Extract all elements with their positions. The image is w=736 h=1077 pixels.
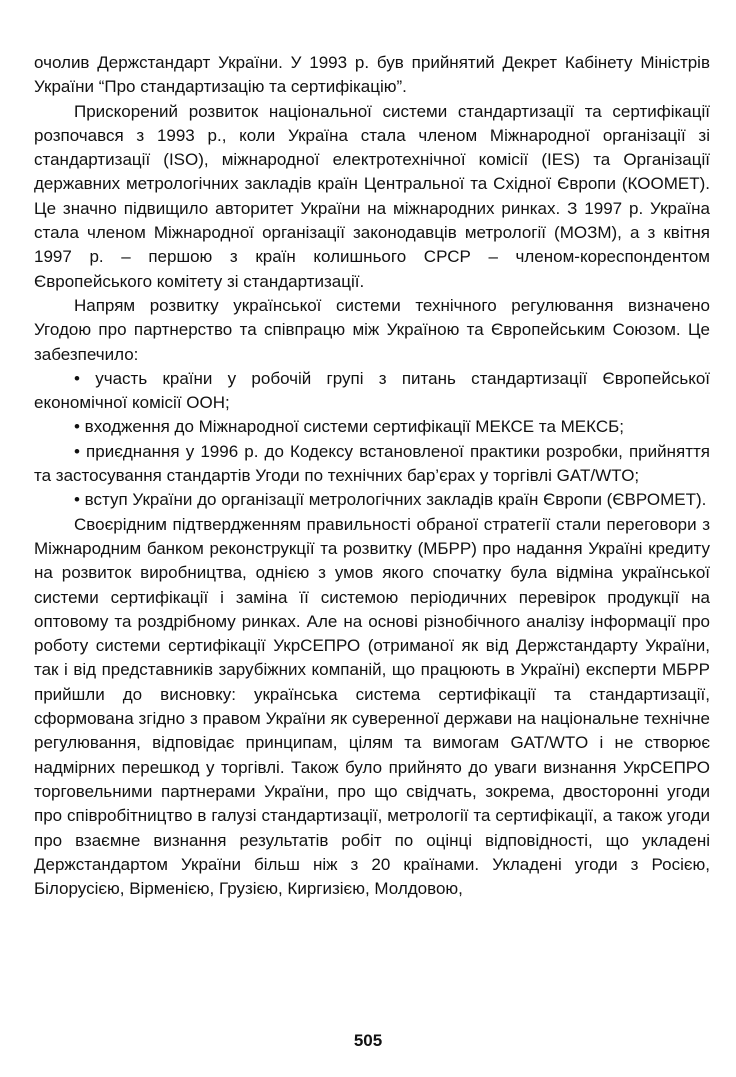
- page-number: 505: [353, 1031, 383, 1050]
- paragraph-continuation: очолив Держстандарт України. У 1993 р. був прийнятий Декрет Кабінету Міністрів України “Про стандартизацію та сертифікацію”.: [34, 53, 710, 97]
- paragraph-standardization-development: Прискорений розвиток національної системи стандартизації та сертифікації розпочався з 1993 р., коли Україна стала членом Міжнародної організації зі стандартизації (ISO), міжнародної електротехнічної комісії (IES) та Організації державних метрологічних закладів країн Центральної та Східної Європи (КООМЕТ). Це значно підвищило авторитет України на міжнародних ринках. З 1997 р. Україна стала членом Міжнародної організації законодавців метрології (МОЗМ), а з квітня 1997 р. – першою з країн колишнього СРСР – членом-кореспондентом Європейського комітету зі стандартизації.: [34, 101, 710, 291]
- page-body: [34, 51, 710, 901]
- bullet-item: • вступ України до організації метрологічних закладів країн Європи (ЄВРОМЕТ).: [74, 490, 707, 510]
- bullet-item: • участь країни у робочій групі з питань стандартизації Європейської економічної комісії ООН;: [34, 368, 710, 413]
- bullet-item: • входження до Міжнародної системи сертифікації МЕКСЕ та МЕКСБ;: [74, 417, 624, 437]
- bullet-item: • приєднання у 1996 р. до Кодексу встановленої практики розробки, прийняття та застосування стандартів Угоди по технічних бар’єрах у торгівлі GAT/WTO;: [34, 441, 710, 486]
- paragraph-eu-agreement: Напрям розвитку української системи технічного регулювання визначено Угодою про партнерство та співпрацю між Україною та Європейським Союзом. Це забезпечило:: [34, 295, 710, 364]
- paragraph-ibrd-negotiations: Своєрідним підтвердженням правильності обраної стратегії стали переговори з Міжнародним банком реконструкції та розвитку (МБРР) про надання Україні кредиту на розвиток виробництва, однією з умов якого спочатку була відміна української системи сертифікації і заміна її системою періодичних перевірок продукції на оптовому та роздрібному ринках. Але на основі різнобічного аналізу інформації про роботу системи сертифікації УкрСЕПРО (отриманої як від Держстандарту України, так і від представників зарубіжних компаній, що працюють в Україні) експерти МБРР прийшли до висновку: українська система сертифікації та стандартизації, сформована згідно з правом України як суверенної держави на національне технічне регулювання, відповідає принципам, цілям та вимогам GAT/WTO і не створює надмірних перешкод у торгівлі. Також було прийнято до уваги визнання УкрСЕПРО торговельними партнерами України, про що свідчать, зокрема, двосторонні угоди про співробітництво в галузі стандартизації, метрології та сертифікації, а також угоди про взаємне визнання результатів робіт по оцінці відповідності, що укладені Держстандартом України більш ніж з 20 країнами. Укладені угоди з Росією, Білорусією, Вірменією, Грузією, Киргизією, Молдовою,: [34, 514, 710, 899]
